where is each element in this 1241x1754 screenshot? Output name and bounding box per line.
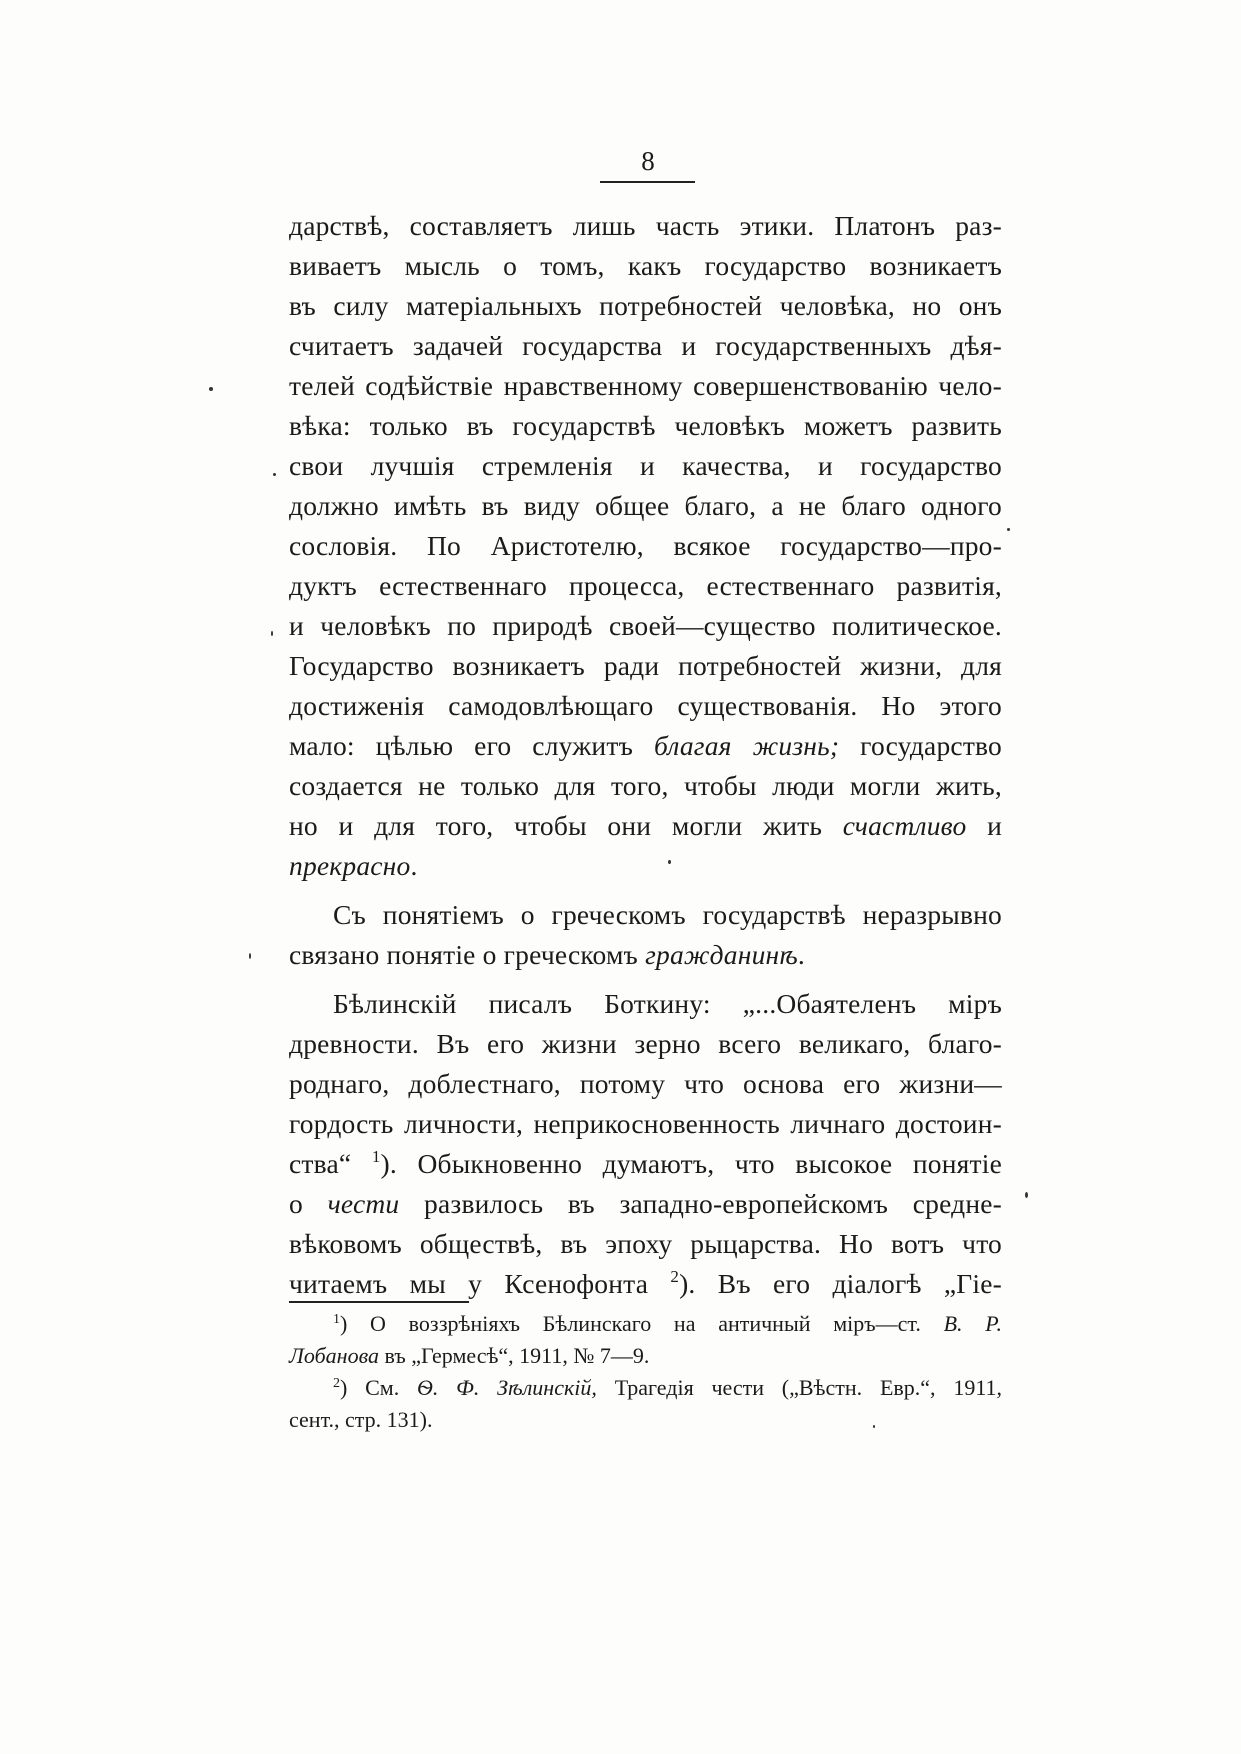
text-line: достиженія самодовлѣющаго существованія. Но этого (289, 690, 1002, 721)
italic-phrase: чести (327, 1188, 400, 1219)
text-line: древности. Въ его жизни зерно всего великаго, благо- (289, 1028, 1002, 1059)
paragraph-1 (289, 206, 1002, 886)
italic-phrase: прекрасно (289, 850, 411, 881)
text-line: въ силу матеріальныхъ потребностей человѣка, но онъ (289, 290, 1002, 321)
text-line: виваетъ мысль о томъ, какъ государство возникаетъ (289, 250, 1002, 281)
text-line: телей содѣйствіе нравственному совершенствованію чело- (289, 370, 1002, 401)
paragraph-2 (289, 895, 1002, 975)
page-number-rule (600, 181, 695, 183)
text-line: Бѣлинскій писалъ Боткину: „...Обаятеленъ міръ (333, 988, 1002, 1019)
text-line: должно имѣть въ виду общее благо, а не благо одного (289, 490, 1002, 521)
footnote-line: $^1$) О воззрѣніяхъ Бѣлинскаго на античный міръ—ст. В. Р. (333, 1311, 1002, 1336)
text-line: гордость личности, неприкосновенность личнаго достоин- (289, 1108, 1002, 1139)
scan-speck (209, 387, 213, 391)
page-number: 8 (641, 146, 655, 176)
text-line: Съ понятіемъ о греческомъ государствѣ неразрывно (333, 899, 1002, 930)
text-line: вѣковомъ обществѣ, въ эпоху рыцарства. Но вотъ что (289, 1228, 1002, 1259)
scan-speck (249, 953, 251, 959)
footnotes (289, 1308, 1002, 1436)
scan-speck (1025, 1192, 1028, 1198)
footnote-1 (289, 1308, 1002, 1372)
text-line: и человѣкъ по природѣ своей—существо политическое. (289, 610, 1002, 641)
footnote-line: Лобанова въ „Гермесѣ“, 1911, № 7—9. (289, 1343, 650, 1368)
italic-phrase: благая жизнь; (653, 730, 840, 761)
text-line: считаетъ задачей государства и государственныхъ дѣя- (289, 330, 1002, 361)
italic-phrase: гражданинѣ (645, 939, 798, 970)
text-line: связано понятіе о греческомъ гражданинѣ. (289, 939, 805, 970)
text-line: вѣка: только въ государствѣ человѣкъ можетъ развить (289, 410, 1002, 441)
text-line: прекрасно. (289, 850, 418, 881)
text-line: свои лучшія стремленія и качества, и государство (289, 450, 1002, 481)
italic-phrase: счастливо (842, 810, 967, 841)
italic-phrase: Ѳ. Ф. Зѣлинскій, (417, 1375, 597, 1400)
paragraph-3 (289, 984, 1002, 1304)
text-line: сословія. По Аристотелю, всякое государство—про- (289, 530, 1002, 561)
text-line: Государство возникаетъ ради потребностей жизни, для (289, 650, 1002, 681)
footnote-line: $^2$) См. Ѳ. Ф. Зѣлинскій, Трагедія чести („Вѣстн. Евр.“, 1911, (333, 1375, 1003, 1400)
scan-speck (1007, 528, 1010, 531)
footnote-line: сент., стр. 131). (289, 1407, 433, 1432)
italic-phrase: Лобанова (289, 1343, 379, 1368)
text-line: создается не только для того, чтобы люди могли жить, (289, 770, 1002, 801)
scan-speck (668, 860, 671, 864)
footnote-ref: 1 (371, 1147, 381, 1166)
text-line: о чести развилось въ западно-европейскомъ средне- (289, 1188, 1003, 1219)
footnote-2 (289, 1372, 1002, 1436)
footnote-rule (289, 1301, 469, 1303)
text-line: читаемъ мы у Ксенофонта $^2$). Въ его діалогѣ „Гіе- (289, 1267, 1002, 1299)
scan-speck (271, 631, 273, 636)
text-line: ства“ $^1$). Обыкновенно думаютъ, что высокое понятіе (289, 1147, 1002, 1179)
footnote-ref: 2 (670, 1267, 680, 1286)
italic-phrase: В. Р. (943, 1311, 1002, 1336)
text-line: мало: цѣлью его служитъ благая жизнь; государство (289, 730, 1002, 761)
body-text (289, 206, 1002, 1304)
scan-speck (273, 473, 276, 476)
text-line: дуктъ естественнаго процесса, естественнаго развитія, (289, 570, 1002, 601)
scan-speck (873, 1425, 875, 1428)
text-line: но и для того, чтобы они могли жить счастливо и (289, 810, 1002, 841)
text-line: дарствѣ, составляетъ лишь часть этики. Платонъ раз- (289, 210, 1002, 241)
text-line: роднаго, доблестнаго, потому что основа его жизни— (289, 1068, 1002, 1099)
